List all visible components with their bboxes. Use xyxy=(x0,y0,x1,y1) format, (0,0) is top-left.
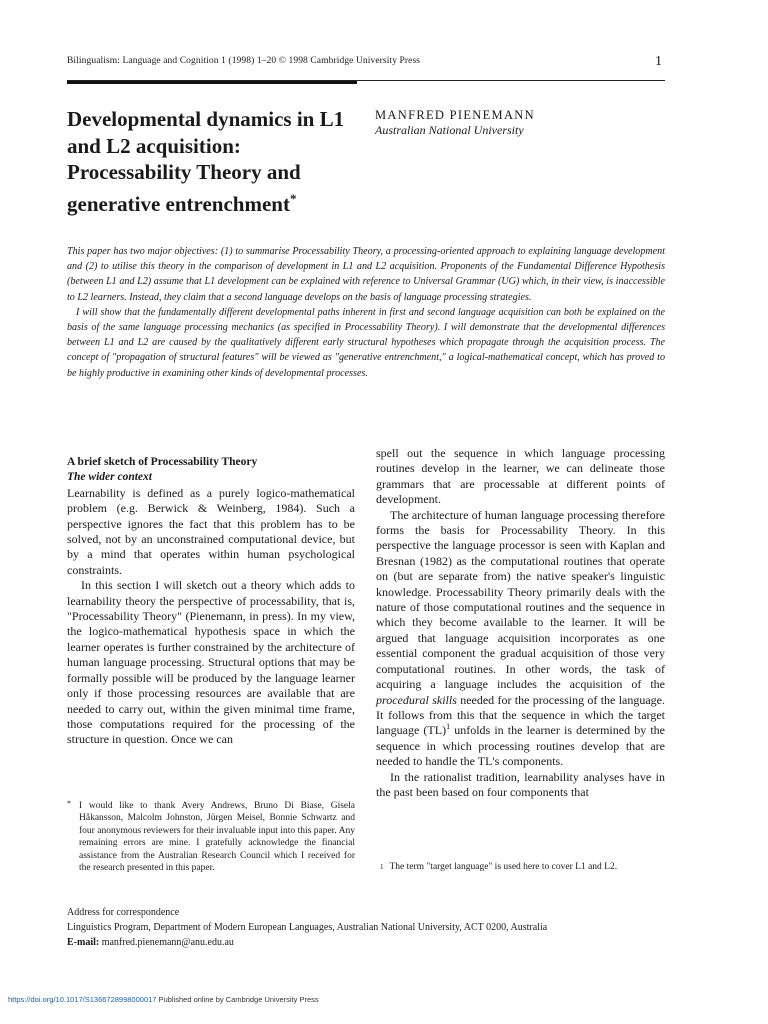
body-paragraph: In this section I will sketch out a theory which adds to learnability theory the perspective of processability, that is, "Processability Theory" (Pienemann, in press). In my view, the logico-mathematical hypothesis space in which the learner operates is further constrained by the architecture of human language processing. Structural options that may be formally possible will be produced by the language learner only if those processing resources are available that are needed to carry out, within the given minimal time frame, those computations required for the processing of the structure in question. Once we can xyxy=(67,578,355,747)
running-head: Bilingualism: Language and Cognition 1 (1998) 1–20 © 1998 Cambridge University Press xyxy=(67,56,421,66)
footnote-1 xyxy=(376,861,665,873)
body-text: unfolds in the learner is determined by the sequence in which processing routines develop that are needed to handle the TL's components. xyxy=(376,723,665,769)
author-affiliation: Australian National University xyxy=(375,123,524,137)
body-paragraph xyxy=(376,508,665,770)
email-label: E-mail: xyxy=(67,937,100,948)
correspondence-address: Linguistics Program, Department of Modern European Languages, Australian National University, ACT 0200, Australia xyxy=(67,922,548,933)
body-column-right xyxy=(376,446,665,800)
correspondence-email xyxy=(67,935,665,950)
body-paragraph: In the rationalist tradition, learnability analyses have in the past been based on four components that xyxy=(376,769,665,799)
footnote-marker: * xyxy=(67,799,71,808)
subsection-heading: The wider context xyxy=(67,471,152,484)
footnote-marker: 1 xyxy=(380,863,384,871)
body-text: needed for the processing of the language. It follows from this that the sequence in which the target language (TL) xyxy=(376,692,666,738)
header-rule-thick xyxy=(67,81,357,84)
footnote-acknowledgement xyxy=(67,800,355,874)
body-paragraph: spell out the sequence in which language processing routines develop in the learner, we can delineate those grammars that are processable at different points of development. xyxy=(376,446,665,507)
page-number: 1 xyxy=(655,54,662,69)
article-title xyxy=(67,106,367,217)
doi-link[interactable]: https://doi.org/10.1017/S1366728998000017 xyxy=(8,995,157,1004)
body-paragraph: Learnability is defined as a purely logico-mathematical problem (e.g. Berwick & Weinberg, 1984). Such a perspective ignores the fact that this problem has to be solved, not by an unconstrained computational device, but by a mind that operates within human psychological constraints. xyxy=(67,485,355,577)
section-heading: A brief sketch of Processability Theory xyxy=(67,456,258,468)
doi-footer xyxy=(8,995,319,1004)
footnote-text: The term "target language" is used here to cover L1 and L2. xyxy=(389,862,618,872)
footnote-text: I would like to thank Avery Andrews, Bruno Di Biase, Gisela Håkansson, Malcolm Johnston, Jürgen Meisel, Bonnie Schwartz and four anonymous reviewers for their invaluable input into this paper. Any remaining errors are mine. I gratefully acknowledge the financial assistance from the Australian Research Council which I received for the research presented in this paper. xyxy=(79,801,355,874)
abstract-paragraph-2: I will show that the fundamentally different developmental paths inherent in first and second language acquisition can both be explained on the basis of the same language processing mechanics (as specified in Processability Theory). I will demonstrate that the developmental differences between L1 and L2 are caused by the qualitatively different early structural hypotheses which propagate through the acquisition process. The concept of "propagation of structural features" will be viewed as "generative entrenchment," a logical-mathematical concept, which has proved to be highly productive in examining other kinds of developmental processes. xyxy=(67,306,665,379)
emphasized-term: procedural skills xyxy=(376,692,457,707)
body-text: The architecture of human language processing therefore forms the basis for Processability Theory. In this perspective the language processor is seen with Kaplan and Bresnan (1982) as the computational routines that operate on (but are separate from) the native speaker's linguistic knowledge. Processability Theory primarily deals with the nature of those computational routines and the sequence in which they become available to the learner. It will be argued that language acquisition incorporates as one essential component the gradual acquisition of those very computational routines. In other words, the task of acquiring a language includes the acquisition of the xyxy=(376,507,665,692)
publisher-note: Published online by Cambridge University Press xyxy=(158,995,319,1004)
article-title-text: Developmental dynamics in L1 and L2 acquisition: Processability Theory and generative entrenchment xyxy=(67,107,345,216)
abstract xyxy=(67,244,665,381)
body-column-left xyxy=(67,455,355,748)
abstract-paragraph-1: This paper has two major objectives: (1) to summarise Processability Theory, a processing-oriented approach to explaining language development and (2) to utilise this theory in the comparison of development in L1 and L2 acquisition. Proponents of the Fundamental Difference Hypothesis (between L1 and L2) assume that L1 development can be explained with reference to Universal Grammar (UG) which, in their view, is inaccessible to L2 learners. Instead, they claim that a second language develops on the basis of language processing strategies. xyxy=(67,246,665,303)
correspondence-heading: Address for correspondence xyxy=(67,907,180,918)
correspondence-block xyxy=(67,905,665,950)
author-name: MANFRED PIENEMANN xyxy=(375,108,535,122)
footnote-ref[interactable]: 1 xyxy=(446,722,451,732)
title-footnote-marker: * xyxy=(289,190,297,206)
email-address[interactable]: manfred.pienemann@anu.edu.au xyxy=(101,937,234,948)
